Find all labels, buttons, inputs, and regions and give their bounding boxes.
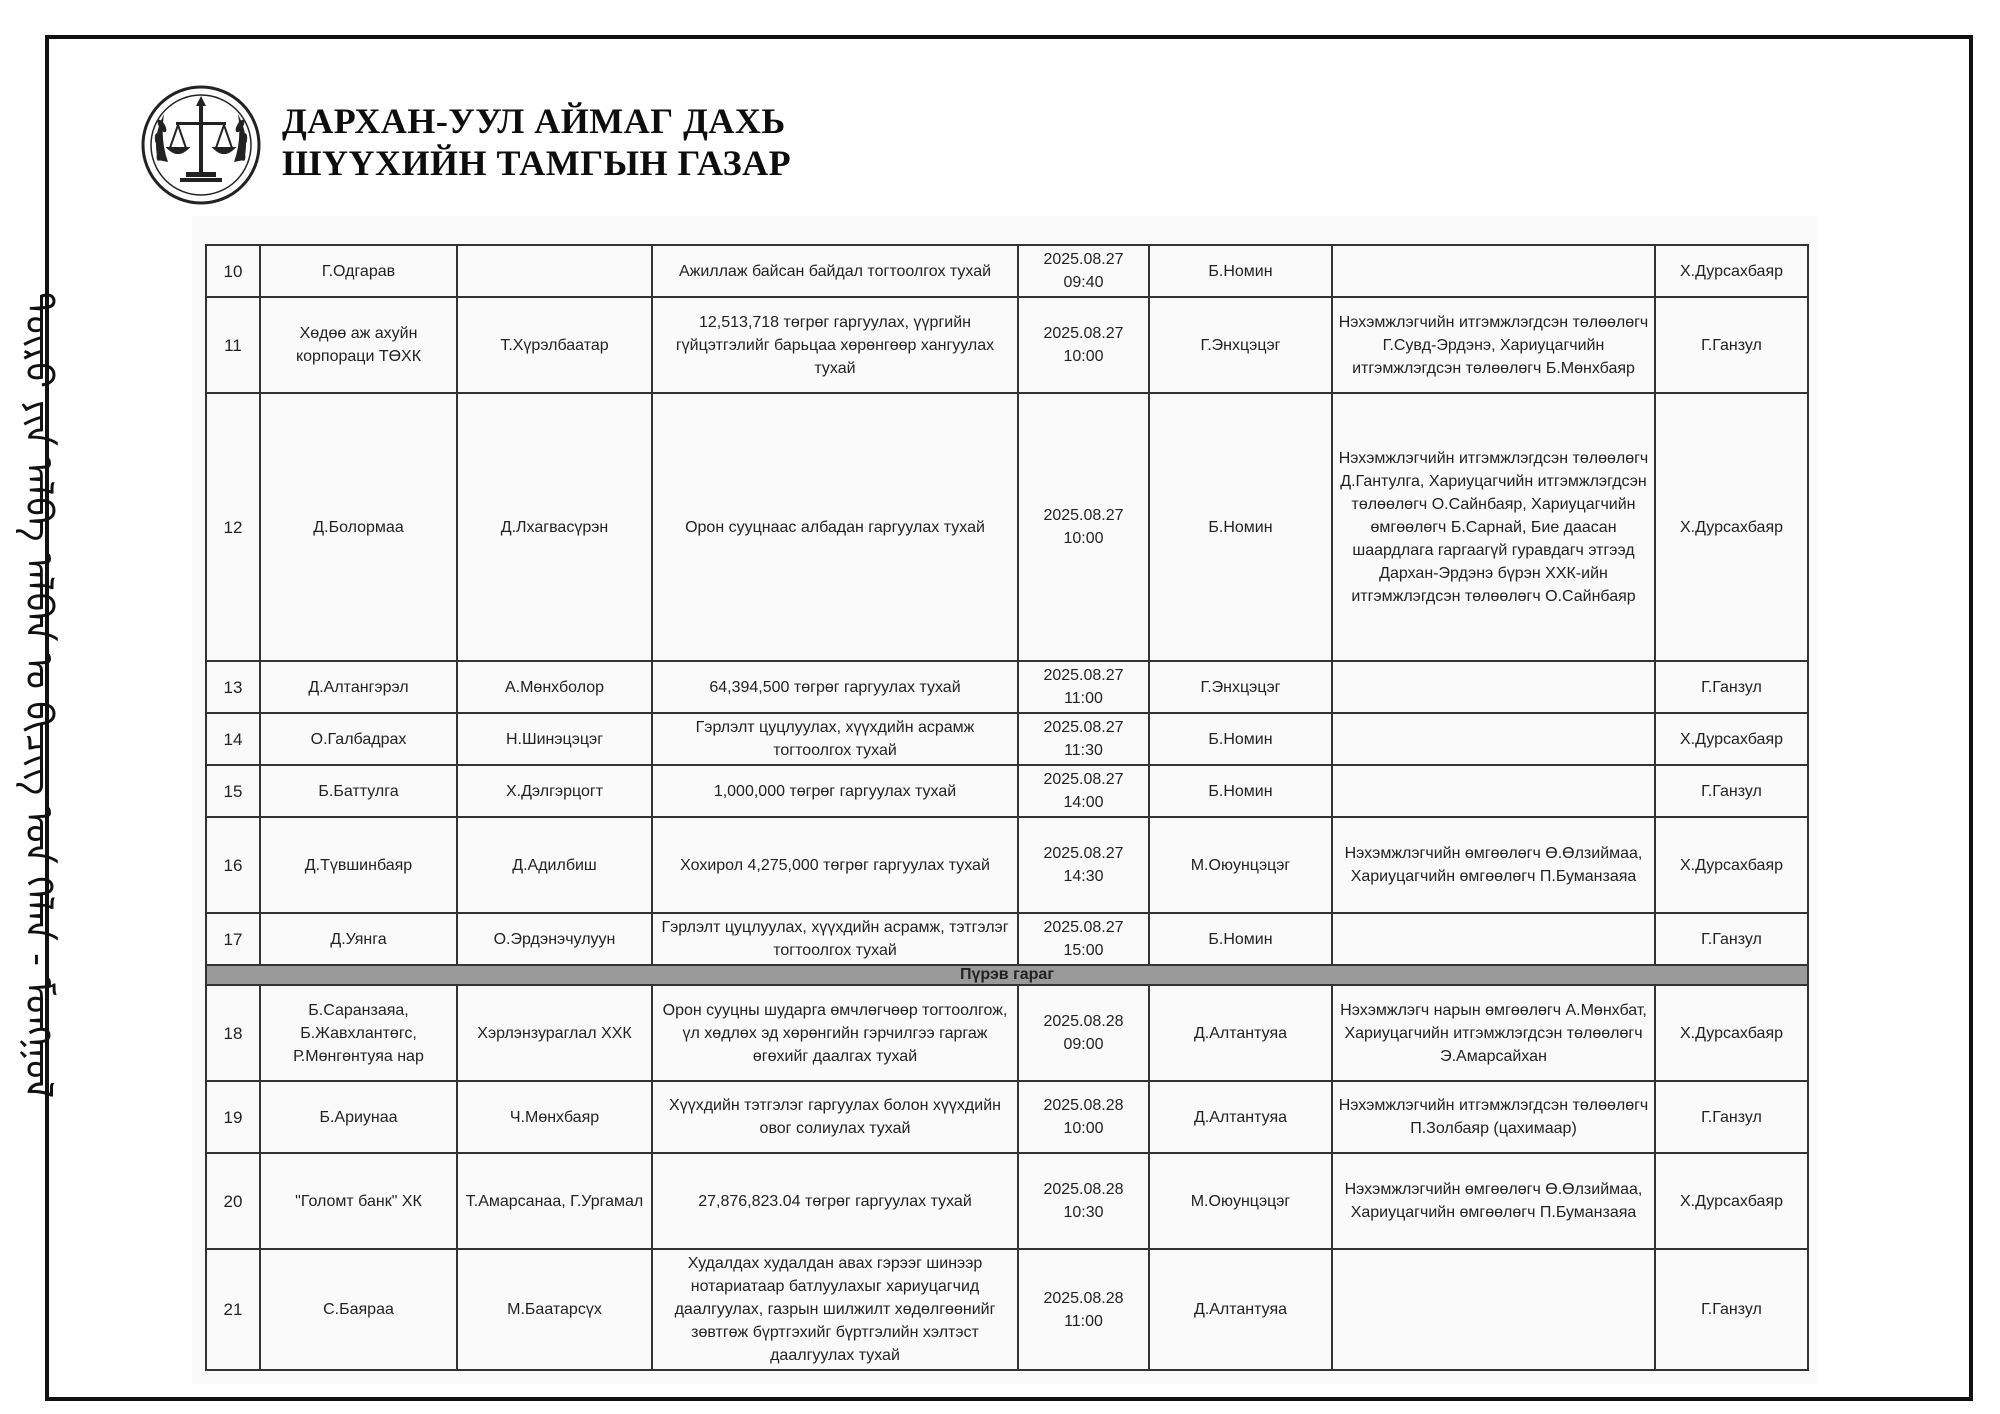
defendant: Ч.Мөнхбаяр xyxy=(457,1081,652,1153)
case-matter: 27,876,823.04 төгрөг гаргуулах тухай xyxy=(652,1153,1018,1249)
court-clerk: Х.Дурсахбаяр xyxy=(1655,713,1808,765)
court-clerk: Г.Ганзул xyxy=(1655,765,1808,817)
participants xyxy=(1332,913,1655,965)
hearing-time: 09:00 xyxy=(1063,1036,1104,1053)
defendant xyxy=(457,245,652,297)
plaintiff: Д.Болормаа xyxy=(260,393,457,661)
table-row xyxy=(206,985,1808,1081)
case-matter: Хүүхдийн тэтгэлэг гаргуулах болон хүүхдийн овог солиулах тухай xyxy=(652,1081,1018,1153)
participants: Нэхэмжлэгчийн итгэмжлэгдсэн төлөөлөгч Д.Гантулга, Хариуцагчийн итгэмжлэгдсэн төлөөлөгч О.Сайнбаяр, Хариуцагчийн өмгөөлөгч Б.Сарнай, Бие даасан шаардлага гаргаагүй гуравдагч этгээд Дархан-Эрдэнэ бүрэн ХХК-ийн итгэмжлэгдсэн төлөөлөгч О.Сайнбаяр xyxy=(1332,393,1655,661)
case-matter: Гэрлэлт цуцлуулах, хүүхдийн асрамж тогтоолгох тухай xyxy=(652,713,1018,765)
defendant: Т.Амарсанаа, Г.Ургамал xyxy=(457,1153,652,1249)
hearing-schedule-table xyxy=(205,244,1809,1371)
hearing-date: 2025.08.27 xyxy=(1043,507,1124,524)
case-matter: Худалдах худалдан авах гэрээг шинээр нотариатаар батлуулахыг хариуцагчид даалгуулах, газрын шилжилт хөдөлгөөнийг зөвтгөж бүртгэхийг бүртгэлийн хэлтэст даалгуулах тухай xyxy=(652,1249,1018,1370)
day-section-header xyxy=(206,965,1808,985)
hearing-time: 11:00 xyxy=(1064,690,1103,707)
case-matter: 1,000,000 төгрөг гаргуулах тухай xyxy=(652,765,1018,817)
court-clerk: Г.Ганзул xyxy=(1655,297,1808,393)
judge: Б.Номин xyxy=(1149,913,1332,965)
table-row xyxy=(206,297,1808,393)
vertical-script-text: ᠲᠥᠷᠥ ᠶᠢᠨ ᠠᠯᠪᠠ ᠠᠯᠪᠠᠨ ᠤ ᠪᠢᠴᠢᠭ ᠤᠨ ᠬᠡᠯᠡᠨ - ᠮᠣᠩᠭᠣᠯ xyxy=(17,291,62,1099)
judge: Д.Алтантуяа xyxy=(1149,1081,1332,1153)
participants: Нэхэмжлэгчийн итгэмжлэгдсэн төлөөлөгч П.Золбаяр (цахимаар) xyxy=(1332,1081,1655,1153)
participants: Нэхэмжлэгчийн өмгөөлөгч Ө.Өлзиймаа, Хариуцагчийн өмгөөлөгч П.Буманзаяа xyxy=(1332,817,1655,913)
court-clerk: Х.Дурсахбаяр xyxy=(1655,245,1808,297)
participants xyxy=(1332,245,1655,297)
case-matter: Хохирол 4,275,000 төгрөг гаргуулах тухай xyxy=(652,817,1018,913)
table-row xyxy=(206,913,1808,965)
judge: Б.Номин xyxy=(1149,713,1332,765)
defendant: Т.Хүрэлбаатар xyxy=(457,297,652,393)
case-number: 21 xyxy=(206,1249,260,1370)
hearing-time: 11:30 xyxy=(1064,742,1103,759)
vertical-mongolian-script xyxy=(0,220,95,1170)
hearing-time: 10:00 xyxy=(1063,1120,1104,1137)
case-matter: Орон сууцны шударга өмчлөгчөөр тогтоолгож, үл хөдлөх эд хөрөнгийн гэрчилгээ гаргаж өгөхийг даалгах тухай xyxy=(652,985,1018,1081)
hearing-datetime xyxy=(1018,661,1149,713)
case-matter: Орон сууцнаас албадан гаргуулах тухай xyxy=(652,393,1018,661)
court-clerk: Г.Ганзул xyxy=(1655,1249,1808,1370)
participants xyxy=(1332,661,1655,713)
case-matter: 64,394,500 төгрөг гаргуулах тухай xyxy=(652,661,1018,713)
participants: Нэхэмжлэгчийн өмгөөлөгч Ө.Өлзиймаа, Хариуцагчийн өмгөөлөгч П.Буманзаяа xyxy=(1332,1153,1655,1249)
hearing-datetime xyxy=(1018,713,1149,765)
hearing-date: 2025.08.27 xyxy=(1043,845,1124,862)
plaintiff: Б.Ариунаа xyxy=(260,1081,457,1153)
judge: М.Оюунцэцэг xyxy=(1149,1153,1332,1249)
participants xyxy=(1332,713,1655,765)
plaintiff: "Голомт банк" ХК xyxy=(260,1153,457,1249)
plaintiff: Хөдөө аж ахуйн корпораци ТӨХК xyxy=(260,297,457,393)
org-title-line-1: ДАРХАН-УУЛ АЙМАГ ДАХЬ xyxy=(282,101,786,141)
hearing-time: 10:00 xyxy=(1063,348,1104,365)
case-number: 11 xyxy=(206,297,260,393)
plaintiff: Б.Саранзаяа, Б.Жавхлантөгс, Р.Мөнгөнтуяа нар xyxy=(260,985,457,1081)
plaintiff: С.Баяраа xyxy=(260,1249,457,1370)
case-matter: Гэрлэлт цуцлуулах, хүүхдийн асрамж, тэтгэлэг тогтоолгох тухай xyxy=(652,913,1018,965)
section-label: Пүрэв гараг xyxy=(206,965,1808,985)
hearing-date: 2025.08.27 xyxy=(1043,325,1124,342)
defendant: Д.Адилбиш xyxy=(457,817,652,913)
case-number: 19 xyxy=(206,1081,260,1153)
plaintiff: О.Галбадрах xyxy=(260,713,457,765)
defendant: Д.Лхагвасүрэн xyxy=(457,393,652,661)
defendant: А.Мөнхболор xyxy=(457,661,652,713)
case-number: 16 xyxy=(206,817,260,913)
defendant: О.Эрдэнэчулуун xyxy=(457,913,652,965)
hearing-time: 14:30 xyxy=(1063,868,1104,885)
hearing-date: 2025.08.27 xyxy=(1043,667,1124,684)
hearing-datetime xyxy=(1018,1249,1149,1370)
hearing-datetime xyxy=(1018,985,1149,1081)
judge: Г.Энхцэцэг xyxy=(1149,661,1332,713)
court-emblem-icon xyxy=(138,82,264,208)
case-matter: 12,513,718 төгрөг гаргуулах, үүргийн гүйцэтгэлийг барьцаа хөрөнгөөр хангуулах тухай xyxy=(652,297,1018,393)
judge: Б.Номин xyxy=(1149,245,1332,297)
hearing-date: 2025.08.28 xyxy=(1043,1289,1124,1307)
court-clerk: Х.Дурсахбаяр xyxy=(1655,985,1808,1081)
table-row xyxy=(206,817,1808,913)
case-matter: Ажиллаж байсан байдал тогтоолгох тухай xyxy=(652,245,1018,297)
participants xyxy=(1332,1249,1655,1370)
hearing-datetime xyxy=(1018,913,1149,965)
hearing-datetime xyxy=(1018,817,1149,913)
court-clerk: Х.Дурсахбаяр xyxy=(1655,817,1808,913)
hearing-time: 10:30 xyxy=(1063,1204,1104,1221)
plaintiff: Д.Алтангэрэл xyxy=(260,661,457,713)
hearing-date: 2025.08.27 xyxy=(1043,771,1124,788)
org-title-line-2: ШҮҮХИЙН ТАМГЫН ГАЗАР xyxy=(282,143,792,183)
defendant: Хэрлэнзураглал ХХК xyxy=(457,985,652,1081)
hearing-date: 2025.08.28 xyxy=(1043,1097,1124,1114)
table-row xyxy=(206,1249,1808,1370)
defendant: Н.Шинэцэцэг xyxy=(457,713,652,765)
judge: Д.Алтантуяа xyxy=(1149,985,1332,1081)
case-number: 14 xyxy=(206,713,260,765)
case-number: 12 xyxy=(206,393,260,661)
court-clerk: Г.Ганзул xyxy=(1655,913,1808,965)
hearing-time: 10:00 xyxy=(1063,530,1104,547)
defendant: М.Баатарсүх xyxy=(457,1249,652,1370)
court-clerk: Г.Ганзул xyxy=(1655,661,1808,713)
participants: Нэхэмжлэгчийн итгэмжлэгдсэн төлөөлөгч Г.Сувд-Эрдэнэ, Хариуцагчийн итгэмжлэгдсэн төлөөлөгч Б.Мөнхбаяр xyxy=(1332,297,1655,393)
hearing-time: 11:00 xyxy=(1064,1312,1103,1330)
hearing-datetime xyxy=(1018,1081,1149,1153)
case-number: 13 xyxy=(206,661,260,713)
organization-title xyxy=(282,100,791,184)
judge: Г.Энхцэцэг xyxy=(1149,297,1332,393)
hearing-datetime xyxy=(1018,765,1149,817)
participants: Нэхэмжлэгч нарын өмгөөлөгч А.Мөнхбат, Хариуцагчийн итгэмжлэгдсэн төлөөлөгч Э.Амарсайхан xyxy=(1332,985,1655,1081)
hearing-date: 2025.08.28 xyxy=(1043,1013,1124,1030)
participants xyxy=(1332,765,1655,817)
case-number: 20 xyxy=(206,1153,260,1249)
case-number: 17 xyxy=(206,913,260,965)
judge: Б.Номин xyxy=(1149,393,1332,661)
case-number: 10 xyxy=(206,245,260,297)
hearing-datetime xyxy=(1018,245,1149,297)
hearing-datetime xyxy=(1018,393,1149,661)
hearing-time: 15:00 xyxy=(1063,942,1104,959)
plaintiff: Д.Уянга xyxy=(260,913,457,965)
table-row xyxy=(206,713,1808,765)
hearing-datetime xyxy=(1018,297,1149,393)
hearing-date: 2025.08.27 xyxy=(1043,719,1124,736)
court-clerk: Х.Дурсахбаяр xyxy=(1655,393,1808,661)
hearing-time: 14:00 xyxy=(1063,794,1104,811)
table-row xyxy=(206,1081,1808,1153)
hearing-date: 2025.08.27 xyxy=(1043,919,1124,936)
court-clerk: Х.Дурсахбаяр xyxy=(1655,1153,1808,1249)
judge: Б.Номин xyxy=(1149,765,1332,817)
hearing-time: 09:40 xyxy=(1063,274,1104,291)
case-number: 18 xyxy=(206,985,260,1081)
defendant: Х.Дэлгэрцогт xyxy=(457,765,652,817)
plaintiff: Г.Одгарав xyxy=(260,245,457,297)
case-number: 15 xyxy=(206,765,260,817)
table-row xyxy=(206,245,1808,297)
hearing-datetime xyxy=(1018,1153,1149,1249)
table-row xyxy=(206,1153,1808,1249)
table-row xyxy=(206,661,1808,713)
plaintiff: Д.Түвшинбаяр xyxy=(260,817,457,913)
table-row xyxy=(206,393,1808,661)
court-clerk: Г.Ганзул xyxy=(1655,1081,1808,1153)
hearing-date: 2025.08.27 xyxy=(1043,251,1124,268)
hearing-date: 2025.08.28 xyxy=(1043,1181,1124,1198)
judge: М.Оюунцэцэг xyxy=(1149,817,1332,913)
table-row xyxy=(206,765,1808,817)
plaintiff: Б.Баттулга xyxy=(260,765,457,817)
judge: Д.Алтантуяа xyxy=(1149,1249,1332,1370)
